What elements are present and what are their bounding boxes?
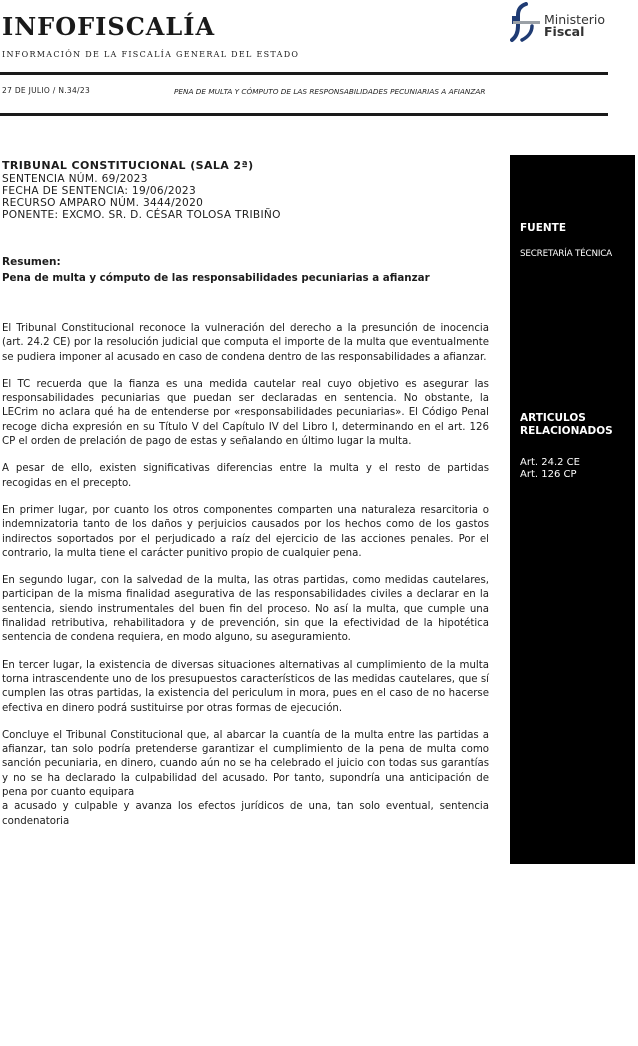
- related-article: Art. 126 CP: [520, 469, 577, 480]
- sidebar-articles-heading: ARTICULOS RELACIONADOS: [520, 412, 613, 437]
- appeal-number: RECURSO AMPARO NÚM. 3444/2020: [2, 197, 204, 209]
- summary-heading: Pena de multa y cómputo de las responsabilidades pecuniarias a afianzar: [2, 272, 430, 284]
- article-body: [2, 322, 489, 842]
- logo-mark-icon: [510, 2, 542, 44]
- related-article: Art. 24.2 CE: [520, 457, 580, 468]
- sentence-date: FECHA DE SENTENCIA: 19/06/2023: [2, 185, 196, 197]
- sidebar-source-value: SECRETARÍA TÉCNICA: [520, 249, 612, 259]
- header-rule-top: [0, 72, 608, 75]
- body-paragraph: El TC recuerda que la fianza es una medida cautelar real cuyo objetivo es asegurar las responsabilidades pecuniarias que puedan ser declaradas en sentencia. No obstante, la LECrim no aclara qué ha de entenderse por «responsabilidades pecuniarias». El Código Penal recoge dicha expresión en su Título V del Capítulo IV del Libro I, determinando en el art. 126 CP el orden de prelación de pago de estas y señalando en último lugar la multa.: [2, 378, 489, 448]
- summary: [2, 255, 490, 285]
- sidebar-source-heading: FUENTE: [520, 222, 566, 234]
- logo-line-1: Ministerio: [544, 12, 606, 27]
- related-articles-list: [520, 457, 580, 481]
- body-paragraph: El Tribunal Constitucional reconoce la vulneración del derecho a la presunción de inocencia (art. 24.2 CE) por la resolución judicial que computa el importe de la multa que eventualmente se pudiera imponer al acusado en caso de condena dentro de las responsabilidades a afianzar.: [2, 323, 489, 363]
- sidebar: [510, 155, 635, 864]
- logo-wordmark: [544, 14, 605, 38]
- header-topic: PENA DE MULTA Y CÓMPUTO DE LAS RESPONSABILIDADES PECUNIARIAS A AFIANZAR: [174, 87, 486, 96]
- court-name: TRIBUNAL CONSTITUCIONAL (SALA 2ª): [2, 159, 254, 172]
- summary-label: Resumen:: [2, 256, 61, 268]
- body-paragraph: a acusado y culpable y avanza los efectos jurídicos de una, tan solo eventual, sentencia condenatoria: [2, 801, 489, 827]
- rapporteur: PONENTE: EXCMO. SR. D. CÉSAR TOLOSA TRIBIÑO: [2, 209, 281, 221]
- publication-subtitle: INFORMACIÓN DE LA FISCALÍA GENERAL DEL ESTADO: [2, 50, 300, 59]
- case-metadata: [2, 159, 472, 221]
- ministerio-fiscal-logo: [510, 2, 620, 44]
- body-paragraph: En tercer lugar, la existencia de diversas situaciones alternativas al cumplimiento de la multa torna intrascendente uno de los presupuestos característicos de las medidas cautelares, que sí cumplen las otras partidas, la existencia del periculum in mora, pues en el caso de no hacerse efectiva en dinero podrá sustituirse por otras formas de ejecución.: [2, 659, 489, 714]
- body-paragraph: Concluye el Tribunal Constitucional que, al abarcar la cuantía de la multa entre las partidas a afianzar, tan solo podría pretenderse garantizar el cumplimiento de la pena de multa como sanción pecuniaria, en dinero, cuando aún no se ha celebrado el juicio con todas sus garantías y no se ha declarado la culpabilidad del acusado. Por tanto, supondría una anticipación de pena por cuanto equipara: [2, 729, 489, 799]
- header-rule-bottom: [0, 113, 608, 116]
- body-paragraph: En segundo lugar, con la salvedad de la multa, las otras partidas, como medidas cautelares, participan de la misma finalidad asegurativa de las responsabilidades civiles a declarar en la sentencia, siendo instrumentales del buen fin del proceso. No así la multa, que cumple una finalidad retributiva, rehabilitadora y de prevención, sin que la efectividad de la hipotética sentencia de condena requiera, en modo alguno, su aseguramiento.: [2, 575, 489, 644]
- body-paragraph: A pesar de ello, existen significativas diferencias entre la multa y el resto de partidas recogidas en el precepto.: [2, 463, 489, 489]
- sentence-number: SENTENCIA NÚM. 69/2023: [2, 173, 148, 185]
- logo-line-2: Fiscal: [544, 24, 585, 39]
- publication-title: INFOFISCALÍA: [2, 12, 216, 41]
- body-paragraph: En primer lugar, por cuanto los otros componentes comparten una naturaleza resarcitoria o indemnizatoria tanto de los daños y perjuicios causados por los hechos como de los gastos indirectos soportados por el perjudicado a raíz del ejercicio de las acciones penales. Por el contrario, la multa tiene el carácter punitivo propio de cualquier pena.: [2, 504, 489, 559]
- issue-date: 27 DE JULIO / N.34/23: [2, 86, 91, 95]
